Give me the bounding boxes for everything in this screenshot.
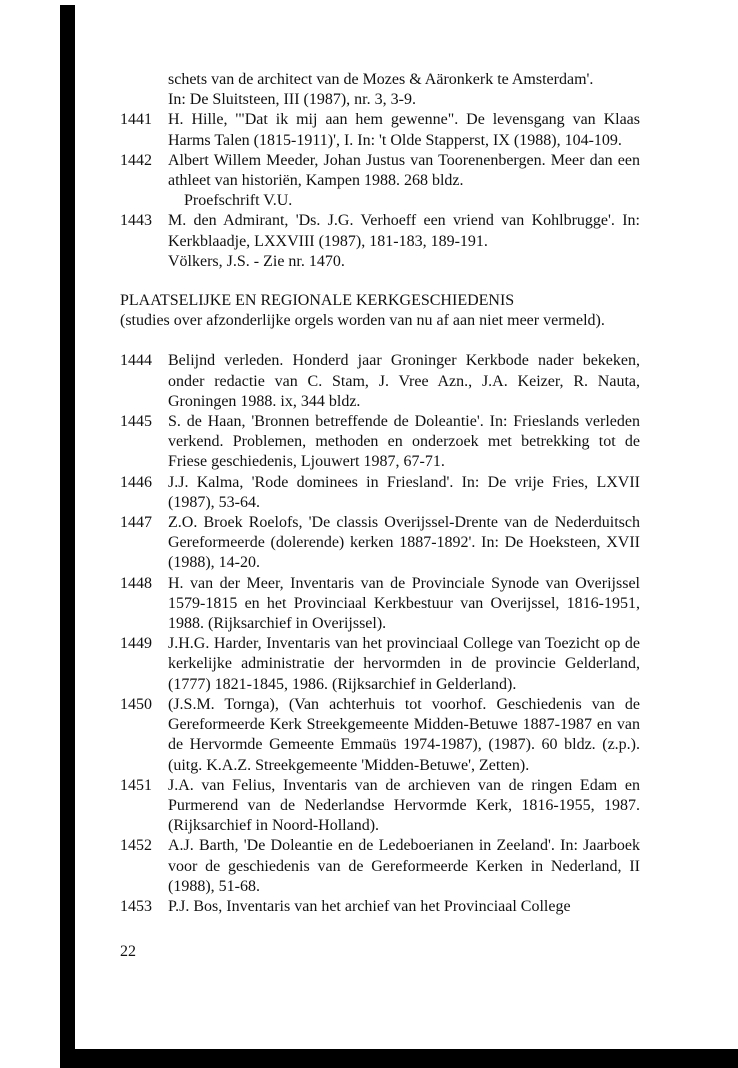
bib-entry xyxy=(120,473,640,513)
entry-text: J.J. Kalma, 'Rode dominees in Friesland'. In: De vrije Fries, LXVII (1987), 53-64. xyxy=(168,473,640,511)
entry-number: 1443 xyxy=(120,212,152,230)
bib-entry xyxy=(120,897,640,917)
entry-text: (J.S.M. Tornga), (Van achterhuis tot voorhof. Geschiedenis van de Gereformeerde Kerk Streekgemeente Midden-Betuwe 1887-1987 en van de Hervormde Gemeente Emmaüs 1974-1987), (1987). 60 bldz. (z.p.). (uitg. K.A.Z. Streekgemeente 'Midden-Betuwe', Zetten). xyxy=(168,695,640,774)
section-intro: (studies over afzonderlijke orgels worden van nu af aan niet meer vermeld). xyxy=(120,312,605,330)
bib-entry xyxy=(120,695,640,776)
entry-text: H. Hille, '"Dat ik mij aan hem gewenne". De levensgang van Klaas Harms Talen (1815-1911)', I. In: 't Olde Stapperst, IX (1988), 104-109. xyxy=(168,111,640,149)
bib-entry xyxy=(120,412,640,473)
entry-number: 1442 xyxy=(120,151,152,169)
entry-number: 1451 xyxy=(120,776,152,794)
bib-entry xyxy=(120,110,640,150)
page-number: 22 xyxy=(120,943,136,960)
entry-text: P.J. Bos, Inventaris van het archief van het Provinciaal College xyxy=(168,897,571,915)
bib-entry xyxy=(120,211,640,251)
entry-text: J.A. van Felius, Inventaris van de archieven van de ringen Edam en Purmerend van de Nederlandse Hervormde Kerk, 1816-1955, 1987. (Rijksarchief in Noord-Holland). xyxy=(168,776,640,835)
bib-entry xyxy=(120,151,640,191)
entry-text: Albert Willem Meeder, Johan Justus van Toorenenbergen. Meer dan een athleet van historiën, Kampen 1988. 268 bldz. xyxy=(168,151,640,190)
entry-number: 1449 xyxy=(120,635,152,653)
section-heading: PLAATSELIJKE EN REGIONALE KERKGESCHIEDENIS xyxy=(120,292,515,310)
bib-entry xyxy=(120,513,640,574)
bib-entry xyxy=(120,836,640,897)
entry-number: 1452 xyxy=(120,837,152,855)
entry-text: J.H.G. Harder, Inventaris van het provinciaal College van Toezicht op de kerkelijke administratie der hervormden in de provincie Gelderland, (1777) 1821-1845, 1986. (Rijksarchief in Gelderland). xyxy=(168,635,640,693)
bib-entry xyxy=(120,776,640,837)
entry-number: 1448 xyxy=(120,574,152,592)
entry-text: M. den Admirant, 'Ds. J.G. Verhoeff een vriend van Kohlbrugge'. In: Kerkblaadje, LXXVIII (1987), 181-183, 189-191. xyxy=(168,212,640,250)
entry-number: 1446 xyxy=(120,473,152,491)
see-also-note: Völkers, J.S. - Zie nr. 1470. xyxy=(168,252,345,270)
entry-number: 1450 xyxy=(120,695,152,713)
entry-number: 1445 xyxy=(120,413,152,431)
continuation-line: schets van de architect van de Mozes & Aäronkerk te Amsterdam'. xyxy=(168,71,594,88)
entry-text: H. van der Meer, Inventaris van de Provinciale Synode van Overijssel 1579-1815 en het Provinciaal Kerkbestuur van Overijssel, 1816-1951, 1988. (Rijksarchief in Overijssel). xyxy=(168,574,640,633)
entry-number: 1444 xyxy=(120,352,152,370)
entry-number: 1453 xyxy=(120,897,152,915)
page-body xyxy=(120,70,640,917)
entry-number: 1447 xyxy=(120,514,152,532)
bib-entry xyxy=(120,574,640,635)
continuation-line: In: De Sluitsteen, III (1987), nr. 3, 3-9. xyxy=(168,91,416,109)
bib-entry xyxy=(120,351,640,412)
entry-text: A.J. Barth, 'De Doleantie en de Ledeboerianen in Zeeland'. In: Jaarboek voor de geschiedenis van de Gereformeerde Kerken in Nederland, II (1988), 51-68. xyxy=(168,837,640,895)
entry-number: 1441 xyxy=(120,111,152,129)
scan-edge-left xyxy=(60,5,75,1068)
entry-text: Belijnd verleden. Honderd jaar Groninger Kerkbode nader bekeken, onder redactie van C. Stam, J. Vree Azn., J.A. Keizer, R. Nauta, Groningen 1988. ix, 344 bldz. xyxy=(168,352,640,410)
entry-text: S. de Haan, 'Bronnen betreffende de Doleantie'. In: Frieslands verleden verkend. Problemen, methoden en onderzoek met betrekking tot de Friese geschiedenis, Ljouwert 1987, 67-71. xyxy=(168,413,640,471)
scan-edge-bottom xyxy=(60,1049,738,1068)
entry-text: Z.O. Broek Roelofs, 'De classis Overijssel-Drente van de Nederduitsch Gereformeerde (dolerende) kerken 1887-1892'. In: De Hoeksteen, XVII (1988), 14-20. xyxy=(168,514,640,572)
entry-note: Proefschrift V.U. xyxy=(184,192,293,210)
bib-entry xyxy=(120,634,640,695)
